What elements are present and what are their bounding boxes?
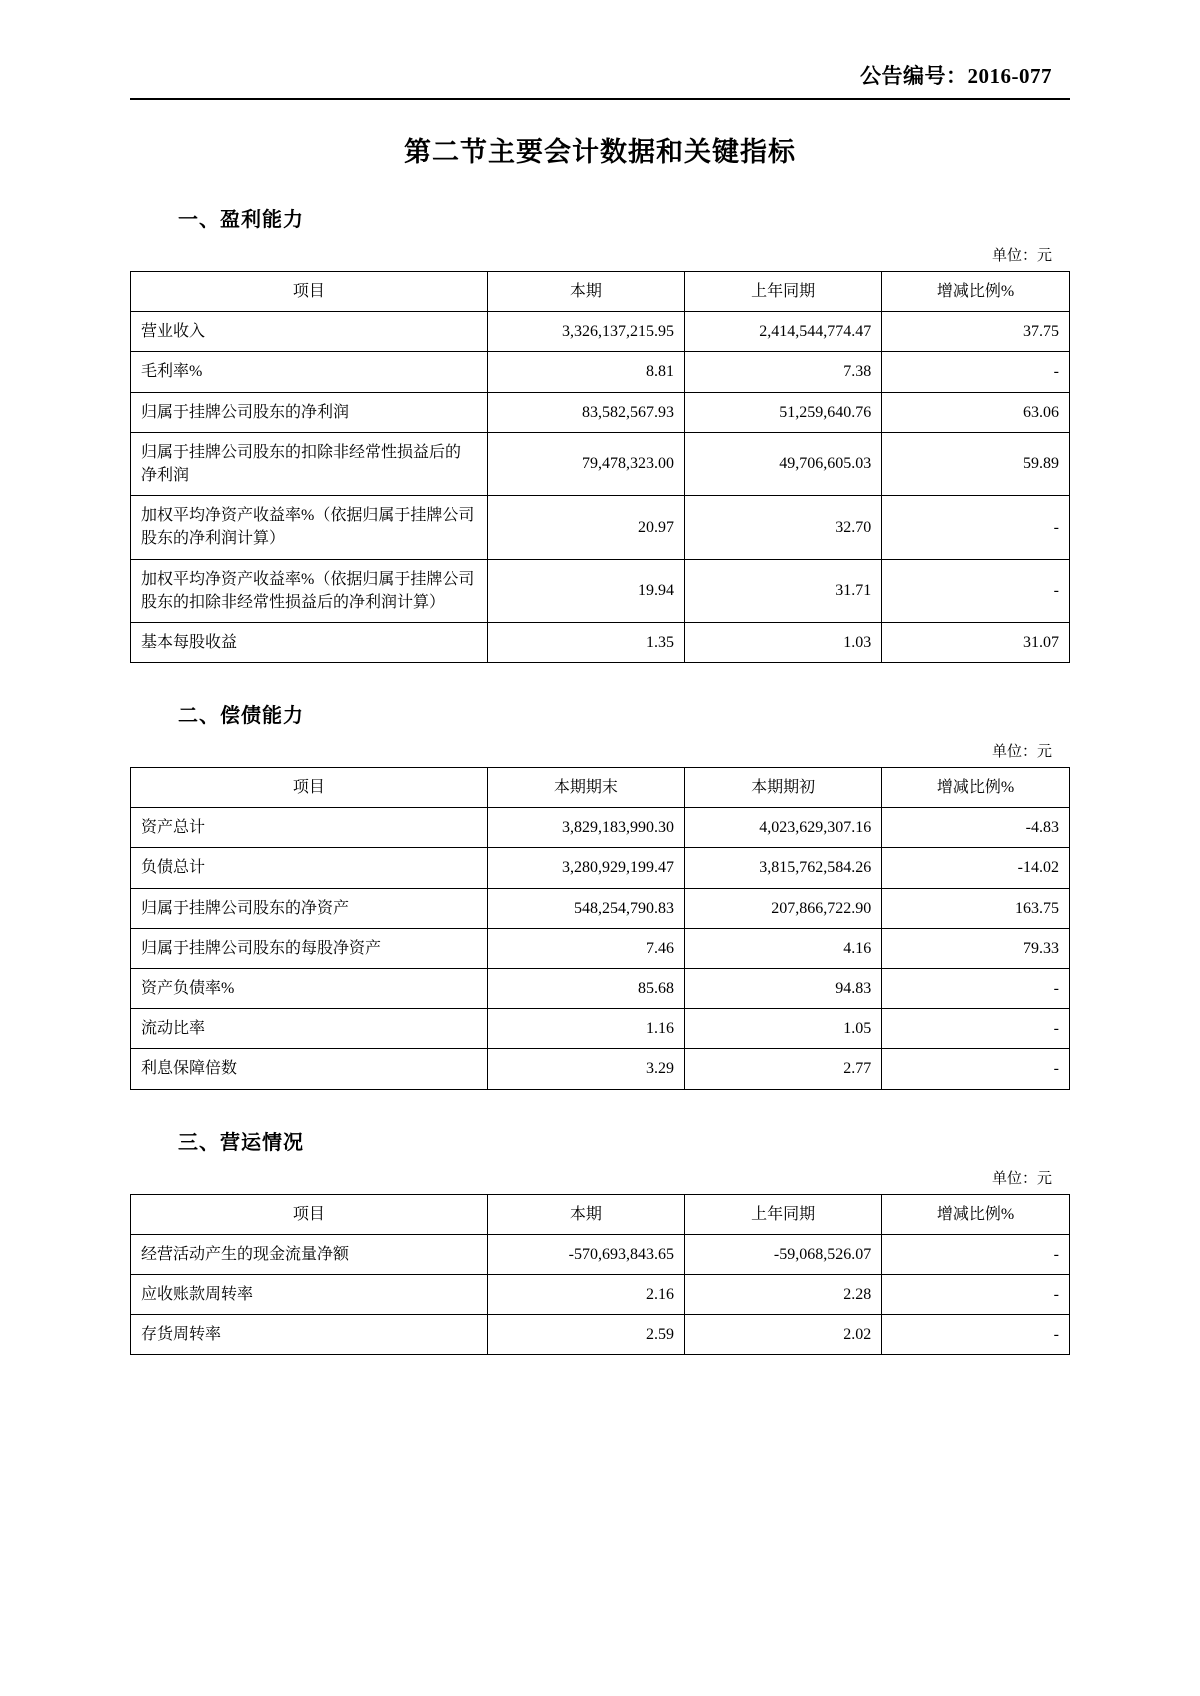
cell-prior: 49,706,605.03 (685, 432, 882, 495)
row-label: 营业收入 (131, 312, 488, 352)
table-row (131, 559, 1070, 622)
cell-change: 37.75 (882, 312, 1070, 352)
table-row (131, 1009, 1070, 1049)
cell-prior: 2,414,544,774.47 (685, 312, 882, 352)
cell-change: - (882, 969, 1070, 1009)
cell-period-end: 7.46 (487, 928, 684, 968)
row-label: 应收账款周转率 (131, 1274, 488, 1314)
cell-current: 3,326,137,215.95 (487, 312, 684, 352)
cell-current: 2.59 (487, 1315, 684, 1355)
table-profitability (130, 271, 1070, 663)
cell-period-start: 94.83 (685, 969, 882, 1009)
table-row (131, 1315, 1070, 1355)
cell-period-end: 85.68 (487, 969, 684, 1009)
table-solvency (130, 767, 1070, 1090)
row-label: 归属于挂牌公司股东的净资产 (131, 888, 488, 928)
cell-period-end: 548,254,790.83 (487, 888, 684, 928)
table-row (131, 312, 1070, 352)
cell-change: 163.75 (882, 888, 1070, 928)
cell-prior: 31.71 (685, 559, 882, 622)
column-header: 本期 (487, 1194, 684, 1234)
table-row (131, 888, 1070, 928)
row-label: 利息保障倍数 (131, 1049, 488, 1089)
cell-current: 83,582,567.93 (487, 392, 684, 432)
table-row (131, 392, 1070, 432)
column-header: 上年同期 (685, 1194, 882, 1234)
row-label: 归属于挂牌公司股东的扣除非经常性损益后的净利润 (131, 432, 488, 495)
cell-change: -14.02 (882, 848, 1070, 888)
row-label: 归属于挂牌公司股东的每股净资产 (131, 928, 488, 968)
column-header: 本期期末 (487, 768, 684, 808)
row-label: 资产总计 (131, 808, 488, 848)
cell-prior: 1.03 (685, 622, 882, 662)
cell-current: 20.97 (487, 496, 684, 559)
table-header-row (131, 768, 1070, 808)
table-row (131, 848, 1070, 888)
cell-prior: -59,068,526.07 (685, 1234, 882, 1274)
cell-change: - (882, 496, 1070, 559)
cell-period-start: 2.77 (685, 1049, 882, 1089)
cell-change: - (882, 352, 1070, 392)
table-row (131, 1274, 1070, 1314)
row-label: 基本每股收益 (131, 622, 488, 662)
table-row (131, 1049, 1070, 1089)
column-header: 项目 (131, 1194, 488, 1234)
table-row (131, 352, 1070, 392)
cell-prior: 2.02 (685, 1315, 882, 1355)
cell-change: - (882, 559, 1070, 622)
cell-prior: 51,259,640.76 (685, 392, 882, 432)
column-header: 增减比例% (882, 272, 1070, 312)
table-row (131, 928, 1070, 968)
table-row (131, 432, 1070, 495)
section-heading-solvency: 二、偿债能力 (178, 705, 304, 728)
cell-change: - (882, 1234, 1070, 1274)
cell-period-end: 3.29 (487, 1049, 684, 1089)
table-header-row (131, 1194, 1070, 1234)
cell-current: 1.35 (487, 622, 684, 662)
announcement-number: 公告编号：2016-077 (860, 64, 1052, 88)
column-header: 本期期初 (685, 768, 882, 808)
column-header: 上年同期 (685, 272, 882, 312)
page-title: 第二节主要会计数据和关键指标 (404, 137, 796, 167)
unit-label-3: 单位：元 (991, 1170, 1052, 1187)
row-label: 流动比率 (131, 1009, 488, 1049)
cell-period-start: 3,815,762,584.26 (685, 848, 882, 888)
column-header: 增减比例% (882, 1194, 1070, 1234)
cell-prior: 2.28 (685, 1274, 882, 1314)
column-header: 项目 (131, 272, 488, 312)
header-divider (130, 98, 1070, 100)
row-label: 负债总计 (131, 848, 488, 888)
cell-period-end: 1.16 (487, 1009, 684, 1049)
row-label: 归属于挂牌公司股东的净利润 (131, 392, 488, 432)
cell-change: 79.33 (882, 928, 1070, 968)
cell-change: - (882, 1274, 1070, 1314)
cell-current: -570,693,843.65 (487, 1234, 684, 1274)
table-row (131, 496, 1070, 559)
cell-current: 8.81 (487, 352, 684, 392)
cell-change: -4.83 (882, 808, 1070, 848)
row-label: 存货周转率 (131, 1315, 488, 1355)
unit-label-1: 单位：元 (991, 248, 1052, 264)
cell-period-start: 207,866,722.90 (685, 888, 882, 928)
cell-period-start: 4.16 (685, 928, 882, 968)
cell-period-end: 3,829,183,990.30 (487, 808, 684, 848)
table-row (131, 1234, 1070, 1274)
cell-current: 19.94 (487, 559, 684, 622)
cell-change: 59.89 (882, 432, 1070, 495)
cell-current: 2.16 (487, 1274, 684, 1314)
cell-change: - (882, 1315, 1070, 1355)
cell-prior: 7.38 (685, 352, 882, 392)
cell-period-start: 1.05 (685, 1009, 882, 1049)
cell-period-start: 4,023,629,307.16 (685, 808, 882, 848)
section-heading-operations: 三、营运情况 (178, 1131, 304, 1154)
column-header: 本期 (487, 272, 684, 312)
table-row (131, 969, 1070, 1009)
column-header: 增减比例% (882, 768, 1070, 808)
row-label: 加权平均净资产收益率%（依据归属于挂牌公司股东的净利润计算） (131, 496, 488, 559)
cell-period-end: 3,280,929,199.47 (487, 848, 684, 888)
row-label: 资产负债率% (131, 969, 488, 1009)
unit-label-2: 单位：元 (991, 744, 1052, 761)
cell-change: 31.07 (882, 622, 1070, 662)
column-header: 项目 (131, 768, 488, 808)
section-heading-profitability: 一、盈利能力 (178, 209, 304, 231)
cell-change: - (882, 1049, 1070, 1089)
table-header-row (131, 272, 1070, 312)
cell-change: 63.06 (882, 392, 1070, 432)
row-label: 毛利率% (131, 352, 488, 392)
cell-current: 79,478,323.00 (487, 432, 684, 495)
row-label: 加权平均净资产收益率%（依据归属于挂牌公司股东的扣除非经常性损益后的净利润计算） (131, 559, 488, 622)
table-row (131, 622, 1070, 662)
cell-change: - (882, 1009, 1070, 1049)
table-row (131, 808, 1070, 848)
table-operations (130, 1194, 1070, 1356)
row-label: 经营活动产生的现金流量净额 (131, 1234, 488, 1274)
cell-prior: 32.70 (685, 496, 882, 559)
